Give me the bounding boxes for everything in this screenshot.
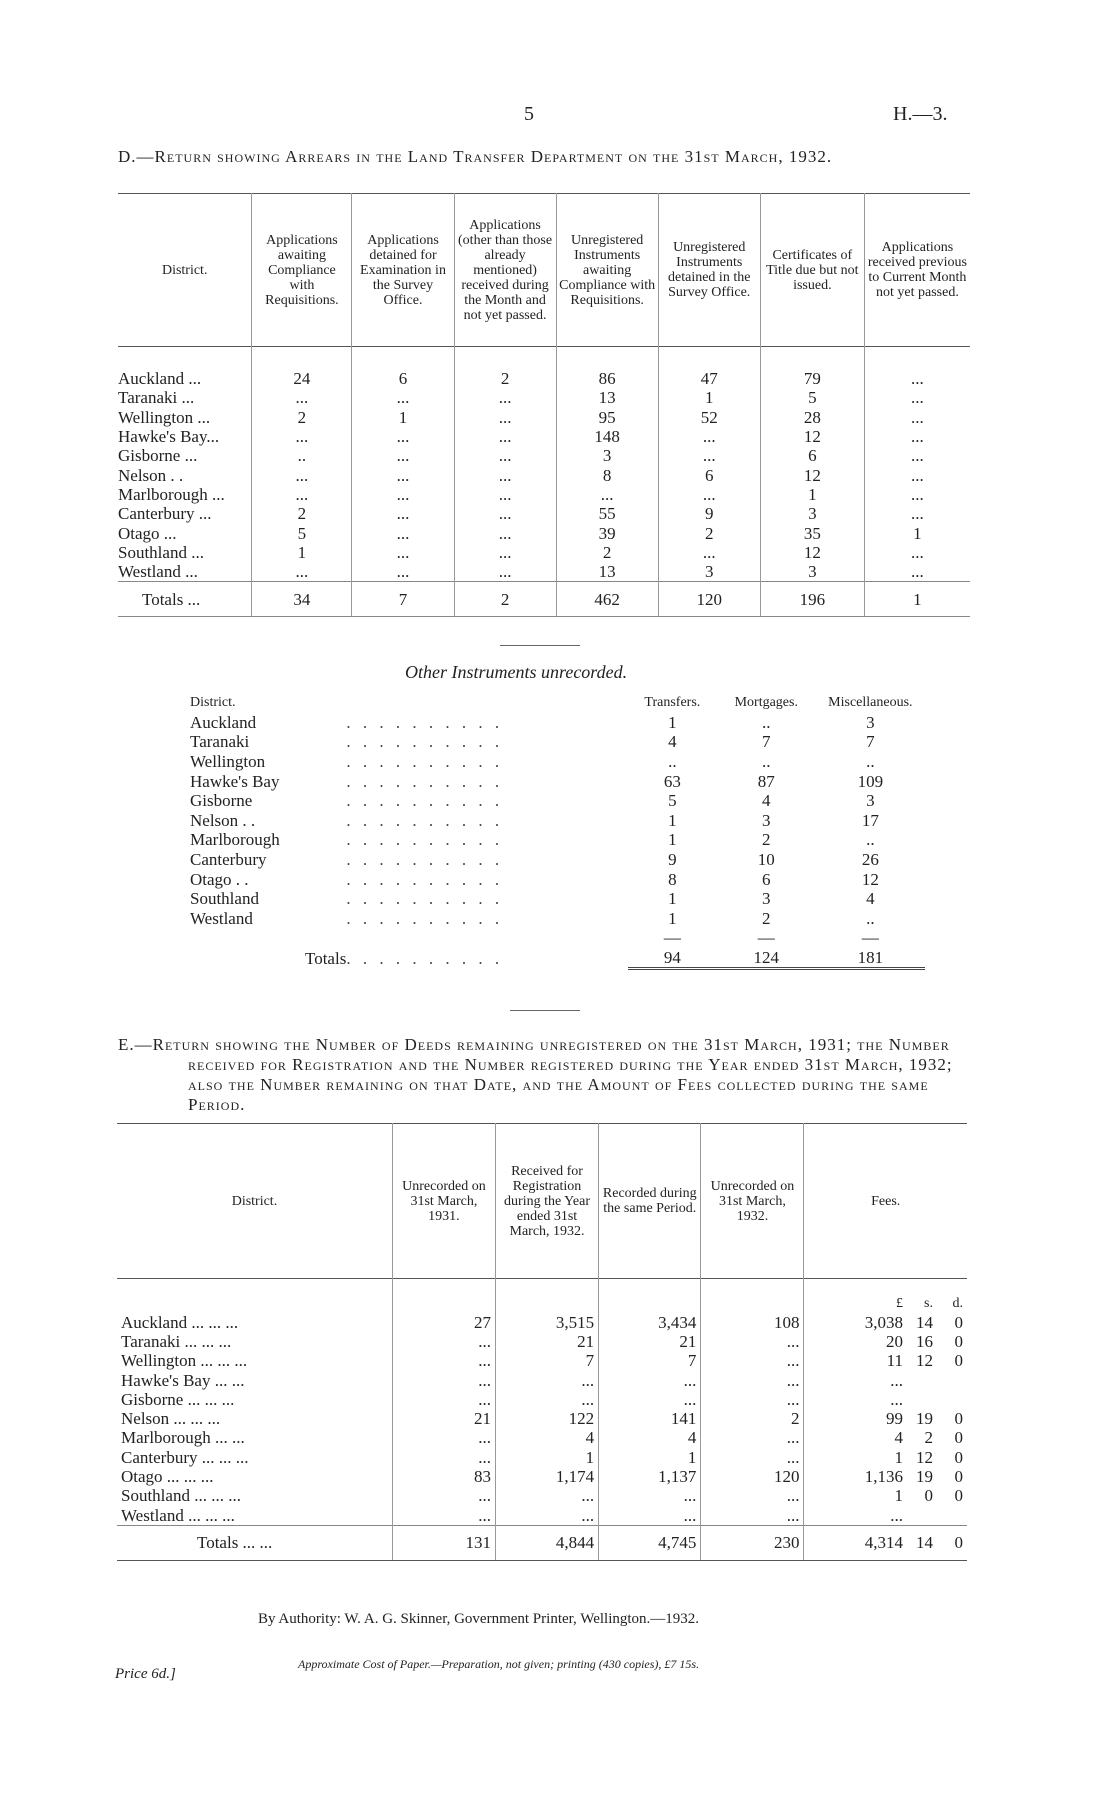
other-instruments-title: Other Instruments unrecorded. (405, 662, 628, 682)
arrears-table (118, 193, 970, 617)
col-app-detained: Applications detained for Examination in the Survey Office. (352, 194, 454, 347)
table-row: Otago ... 5 ... ... 39 2 35 1 (118, 523, 970, 542)
col-received: Received for Registration during the Year ended 31st March, 1932. (495, 1124, 598, 1279)
table-row: Canterbury ... 2 ... ... 55 9 3 ... (118, 504, 970, 523)
col-district: District. (161, 262, 208, 278)
divider (510, 1010, 580, 1011)
table-row: Southland ... ... ... ... ... ... ... 1 0 0 (117, 1486, 967, 1505)
totals-row: Totals . . . . . . . . . . 94 124 181 (190, 948, 925, 969)
price: Price 6d.] (115, 1666, 176, 1682)
list-item: Hawke's Bay . . . . . . . . . . 63 87 109 (190, 771, 884, 791)
col-unreg-detained: Unregistered Instruments detained in the Survey Office. (658, 194, 760, 347)
table-row: Taranaki ... ... ... ... 21 21 ... 20 16 0 (117, 1332, 967, 1351)
deeds-table-header (117, 1124, 967, 1279)
col-recorded: Recorded during the same Period. (599, 1124, 701, 1279)
page-number: 5 (524, 103, 534, 125)
list-item: Marlborough . . . . . . . . . . 1 2 .. (190, 830, 875, 850)
totals-row: Totals ... ... 131 4,844 4,745 230 4,314 14 0 (117, 1525, 967, 1560)
other-instruments-table: District. Transfers. Mortgages. Miscellaneous. Auckland . . . . . . . . . . 1 .. 3 Taranaki . . . . . . . . . . 4 7 7 Wellington . . . . . . . . . . .. .. .. Hawke's Bay . . . . . . . . . . 63 87 109 Gisborne . . . . . . . . . . 5 4 3 Nelson . . . . . . . . . . . . 1 3 17 Marlborough . . . . . . . . . . 1 2 .. Canterbury . . . . . . . . . . 9 10 26 Otago . . . . . . . . . . . . 8 6 12 Southland . . . . . . . . . . 1 3 4 Westland . . . . . . . . . . 1 2 .. — — — Totals . . . . . . . . . . 94 124 181 (190, 693, 925, 970)
col-unreg-awaiting: Unregistered Instruments awaiting Compliance with Requisitions. (556, 194, 658, 347)
table-row: Westland ... ... ... ... ... ... ... ... (117, 1505, 967, 1525)
table-header: District. Transfers. Mortgages. Miscellaneous. (190, 695, 913, 711)
col-unrecorded-1932: Unrecorded on 31st March, 1932. (701, 1124, 804, 1279)
table-row: Taranaki ... ... ... ... 13 1 5 ... (118, 388, 970, 407)
table-row: Westland ... ... ... ... 13 3 3 ... (118, 562, 970, 582)
col-app-previous: Applications received previous to Current Month not yet passed. (864, 194, 970, 347)
table-row: Gisborne ... ... ... ... ... ... ... ... (117, 1390, 967, 1409)
deeds-table (117, 1123, 967, 1561)
document-reference: H.—3. (893, 103, 948, 125)
table-row: Marlborough ... ... ... ... ... ... 1 ... (118, 485, 970, 504)
col-unrecorded-1931: Unrecorded on 31st March, 1931. (392, 1124, 495, 1279)
list-item: Gisborne . . . . . . . . . . 5 4 3 (190, 791, 875, 811)
section-d-title: D.—Return showing Arrears in the Land Transfer Department on the 31st March, 1932. (118, 147, 833, 166)
cost-note: Approximate Cost of Paper.—Preparation, not given; printing (430 copies), £7 15s. (298, 1657, 700, 1671)
totals-row: Totals ... 34 7 2 462 120 196 1 (118, 582, 970, 617)
table-row: Otago ... ... ... 83 1,174 1,137 120 1,136 19 0 (117, 1467, 967, 1486)
col-certificates: Certificates of Title due but not issued. (760, 194, 864, 347)
fee-units-row: £ s. d. (117, 1279, 967, 1313)
table-row: Auckland ... 24 6 2 86 47 79 ... (118, 369, 970, 388)
list-item: Wellington . . . . . . . . . . .. .. .. (190, 752, 875, 772)
list-item: Southland . . . . . . . . . . 1 3 4 (190, 889, 875, 909)
list-item: Auckland . . . . . . . . . . 1 .. 3 (190, 712, 875, 732)
list-item: Taranaki . . . . . . . . . . 4 7 7 (190, 732, 875, 752)
printer-authority: By Authority: W. A. G. Skinner, Government Printer, Wellington.—1932. (258, 1611, 700, 1627)
divider (500, 645, 580, 646)
table-row: Marlborough ... ... ... 4 4 ... 4 2 0 (117, 1428, 967, 1447)
table-row: Southland ... 1 ... ... 2 ... 12 ... (118, 543, 970, 562)
col-app-other: Applications (other than those already mentioned) received during the Month and not yet passed. (454, 194, 556, 347)
table-row: Wellington ... 2 1 ... 95 52 28 ... (118, 408, 970, 427)
table-row: Hawke's Bay... ... ... ... 148 ... 12 ... (118, 427, 970, 446)
table-row: Wellington ... ... ... ... 7 7 ... 11 12 0 (117, 1351, 967, 1370)
list-item: Otago . . . . . . . . . . . . 8 6 12 (190, 869, 879, 889)
table-row: Hawke's Bay ... ... ... ... ... ... ... (117, 1370, 967, 1389)
list-item: Canterbury . . . . . . . . . . 9 10 26 (190, 850, 879, 870)
list-item: Nelson . . . . . . . . . . . . 1 3 17 (190, 810, 879, 830)
section-e-title: E.—Return showing the Number of Deeds remaining unregistered on the 31st March, 1931; the Number received for Registration and the Number registered during the Year ended 31st March, 1932; also the Number remaining on that Date, and the Amount of Fees collected during the same Period. (118, 1035, 953, 1114)
list-item: Westland . . . . . . . . . . 1 2 .. (190, 908, 875, 928)
table-row: Auckland ... ... ... 27 3,515 3,434 108 3,038 14 0 (117, 1313, 967, 1332)
arrears-table-header (118, 194, 970, 347)
table-row: Canterbury ... ... ... ... 1 1 ... 1 12 0 (117, 1448, 967, 1467)
table-row: Gisborne ... .. ... ... 3 ... 6 ... (118, 446, 970, 465)
col-district: District. (231, 1193, 278, 1209)
table-row: Nelson ... ... ... 21 122 141 2 99 19 0 (117, 1409, 967, 1428)
col-app-awaiting: Applications awaiting Compliance with Requisitions. (252, 194, 352, 347)
table-row: Nelson . . ... ... ... 8 6 12 ... (118, 465, 970, 484)
col-fees: Fees. (804, 1124, 967, 1279)
